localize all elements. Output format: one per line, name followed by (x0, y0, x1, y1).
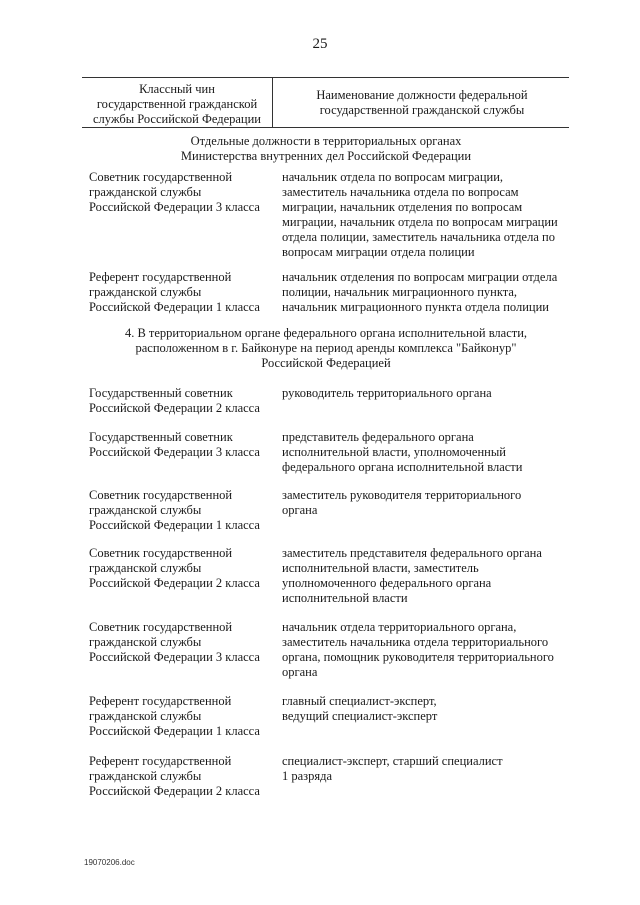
page-number: 25 (312, 36, 328, 52)
table-header-rule (82, 127, 569, 128)
rank-cell: Референт государственной гражданской службы Российской Федерации 1 класса (89, 270, 260, 314)
rank-cell: Советник государственной гражданской службы Российской Федерации 3 класса (89, 620, 260, 664)
rank-cell: Советник государственной гражданской службы Российской Федерации 2 класса (89, 546, 260, 590)
header-rank-line: государственной гражданской (96, 97, 258, 111)
rank-cell: Государственный советник Российской Федерации 3 класса (89, 430, 260, 459)
header-rank-line: службы Российской Федерации (93, 112, 261, 126)
position-cell: заместитель руководителя территориального органа (282, 488, 522, 517)
section-1-title: Отдельные должности в территориальных органах Министерства внутренних дел Российской Федерации (180, 134, 472, 163)
rank-cell: Референт государственной гражданской службы Российской Федерации 2 класса (89, 754, 260, 798)
section-2-title: 4. В территориальном органе федерального органа исполнительной власти, расположенном в г. Байконуре на период аренды комплекса "Байконур" Российской Федерацией (124, 326, 528, 370)
position-cell: представитель федерального органа исполнительной власти, уполномоченный федерального органа исполнительной власти (282, 430, 523, 474)
position-cell: главный специалист-эксперт, ведущий специалист-эксперт (282, 694, 438, 723)
rank-cell: Советник государственной гражданской службы Российской Федерации 1 класса (89, 488, 260, 532)
header-rank-column (84, 82, 270, 127)
header-column-divider (272, 77, 273, 127)
position-cell: заместитель представителя федерального органа исполнительной власти, заместитель уполномоченного федерального органа исполнительной власти (282, 546, 542, 605)
rank-cell: Государственный советник Российской Федерации 2 класса (89, 386, 260, 415)
footer-document-code: 19070206.doc (84, 858, 135, 867)
table-top-rule (82, 77, 569, 78)
header-position-line: Наименование должности федеральной (316, 88, 528, 102)
header-position-column (276, 88, 568, 118)
rank-cell: Референт государственной гражданской службы Российской Федерации 1 класса (89, 694, 260, 738)
header-rank-line: Классный чин (139, 82, 215, 96)
position-cell: начальник отделения по вопросам миграции отдела полиции, начальник миграционного пункта, начальник миграционного пункта отдела полиции (282, 270, 558, 314)
header-position-line: государственной гражданской службы (319, 103, 525, 117)
rank-cell: Советник государственной гражданской службы Российской Федерации 3 класса (89, 170, 260, 214)
position-cell: специалист-эксперт, старший специалист 1 разряда (282, 754, 503, 783)
position-cell: начальник отдела территориального органа, заместитель начальника отдела территориального органа, помощник руководителя территориального органа (282, 620, 554, 679)
position-cell: руководитель территориального органа (282, 386, 492, 400)
position-cell: начальник отдела по вопросам миграции, заместитель начальника отдела по вопросам миграции, начальник отделения по вопросам миграции, начальник отдела по вопросам миграции отдела полиции, заместитель начальника отдела по вопросам миграции отдела полиции (282, 170, 558, 259)
